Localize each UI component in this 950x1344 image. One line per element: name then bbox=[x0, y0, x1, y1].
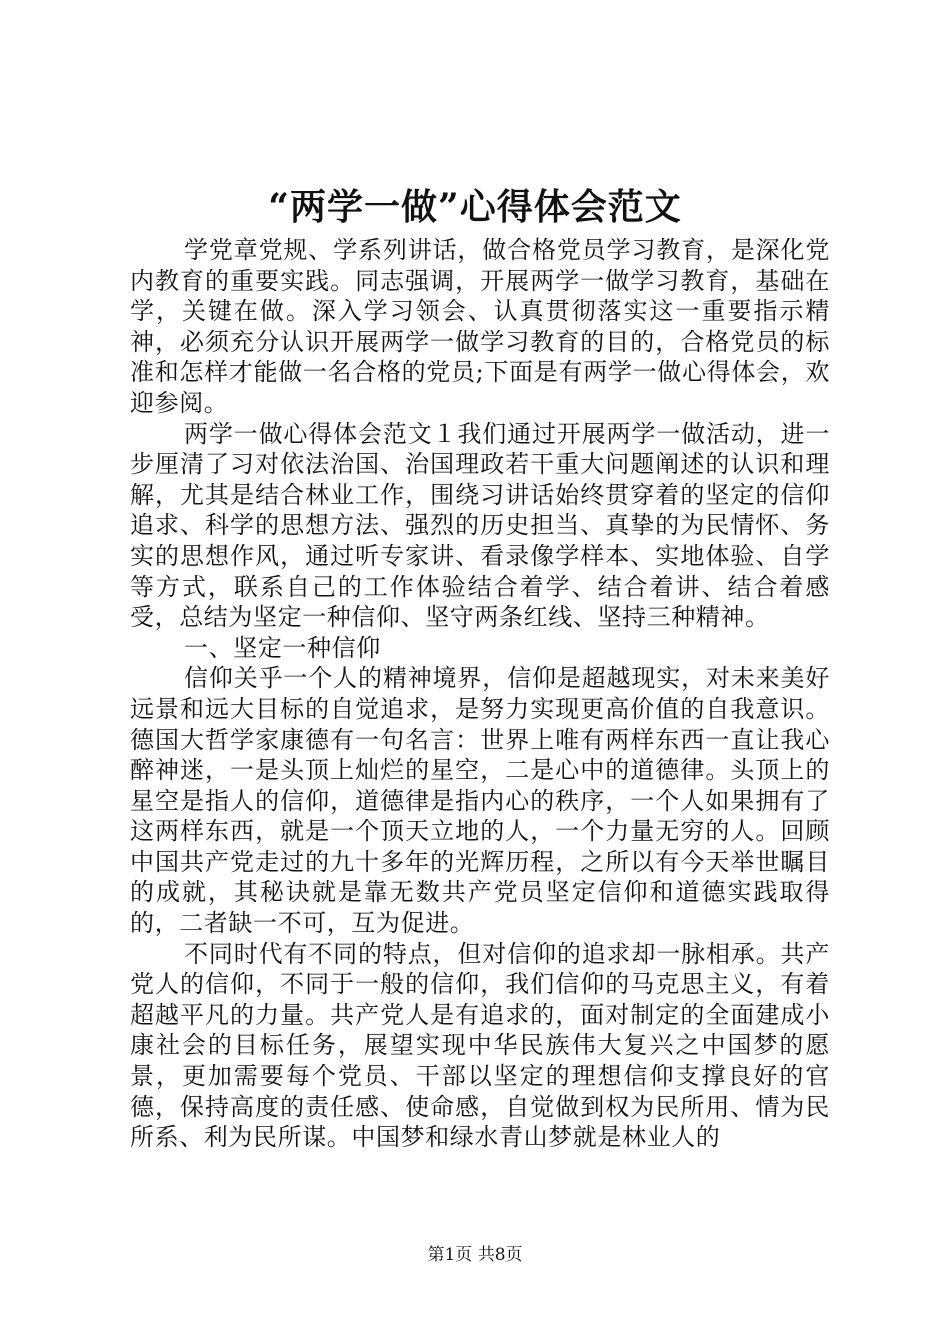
paragraph-era: 不同时代有不同的特点，但对信仰的追求却一脉相承。共产党人的信仰，不同于一般的信仰，我们信仰的马克思主义，有着超越平凡的力量。共产党人是有追求的，面对制定的全面建成小康社会的目标任务，展望实现中华民族伟大复兴之中国梦的愿景，更加需要每个党员、干部以坚定的理想信仰支撑良好的官德，保持高度的责任感、使命感，自觉做到权为民所用、情为民所系、利为民所谋。中国梦和绿水青山梦就是林业人的 bbox=[130, 939, 830, 1152]
paragraph-sample-one: 两学一做心得体会范文１我们通过开展两学一做活动，进一步厘清了习对依法治国、治国理政若干重大问题阐述的认识和理解，尤其是结合林业工作，围绕习讲话始终贯穿着的坚定的信仰追求、科学的思想方法、强烈的历史担当、真挚的为民情怀、务实的思想作风，通过听专家讲、看录像学样本、实地体验、自学等方式，联系自己的工作体验结合着学、结合着讲、结合着感受，总结为坚定一种信仰、坚守两条红线、坚持三种精神。 bbox=[130, 419, 830, 632]
document-body bbox=[130, 235, 830, 1153]
paragraph-intro: 学党章党规、学系列讲话，做合格党员学习教育，是深化党内教育的重要实践。同志强调，开展两学一做学习教育，基础在学，关键在做。深入学习领会、认真贯彻落实这一重要指示精神，必须充分认识开展两学一做学习教育的目的，合格党员的标准和怎样才能做一名合格的党员;下面是有两学一做心得体会，欢迎参阅。 bbox=[130, 236, 830, 417]
paragraph-belief: 信仰关乎一个人的精神境界，信仰是超越现实，对未来美好远景和远大目标的自觉追求，是努力实现更高价值的自我意识。德国大哲学家康德有一句名言：世界上唯有两样东西一直让我心醉神迷，一是头顶上灿烂的星空，二是心中的道德律。头顶上的星空是指人的信仰，道德律是指内心的秩序，一个人如果拥有了这两样东西，就是一个顶天立地的人，一个力量无穷的人。回顾中国共产党走过的九十多年的光辉历程，之所以有今天举世瞩目的成就，其秘诀就是靠无数共产党员坚定信仰和道德实践取得的，二者缺一不可，互为促进。 bbox=[130, 664, 830, 938]
page-number-footer: 第1页 共8页 bbox=[427, 1245, 523, 1265]
section-heading-one: 一、坚定一种信仰 bbox=[184, 633, 381, 662]
document-title: “两学一做”心得体会范文 bbox=[268, 186, 682, 228]
